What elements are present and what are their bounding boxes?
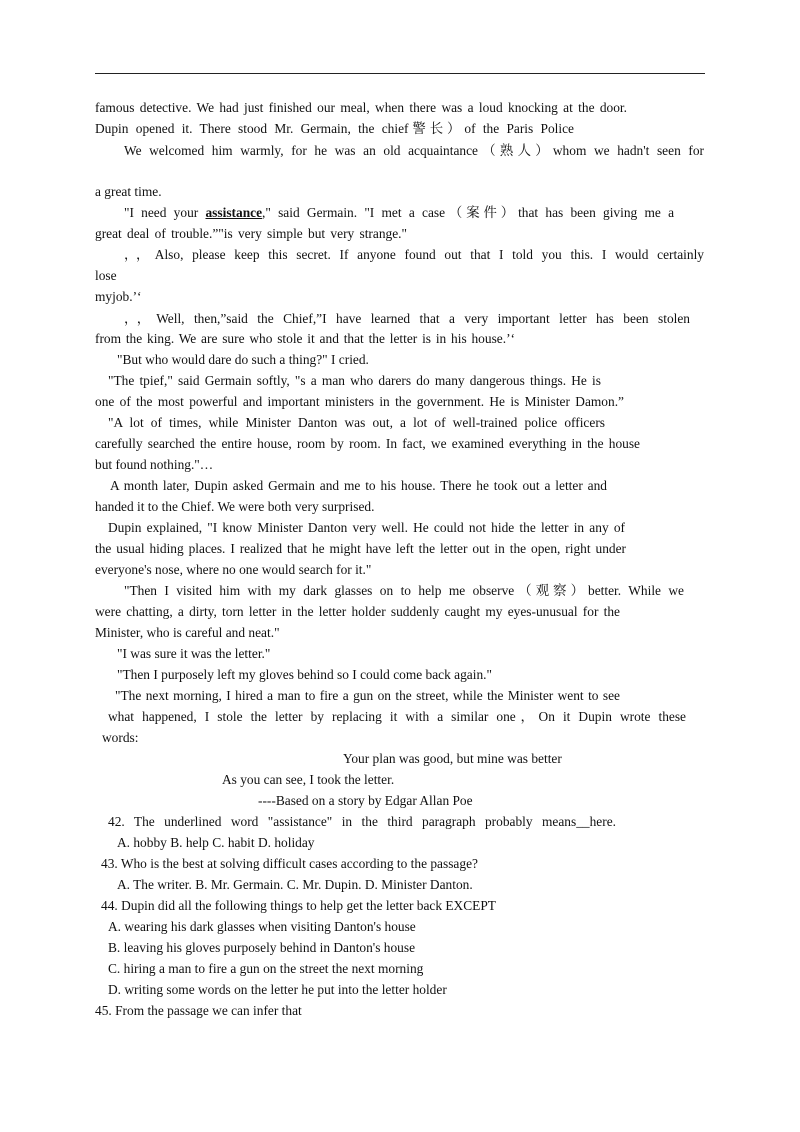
passage-line-17: but found nothing."… xyxy=(95,457,214,472)
passage-line-20: Dupin explained, "I know Minister Danton very well. He could not hide the letter in any of xyxy=(108,520,625,535)
question-44-option-d: D. writing some words on the letter he put into the letter holder xyxy=(108,982,447,997)
passage-line-10: ，，Well, then,”said the Chief,”I have learned that a very important letter has been stolen xyxy=(124,311,690,326)
passage-line-21: the usual hiding places. I realized that he might have left the letter out in the open, right under xyxy=(95,541,626,556)
passage-line-3: We welcomed him warmly, for he was an old acquaintance（熟人）whom we hadn't seen for xyxy=(124,143,704,158)
question-42-options: A. hobby B. help C. habit D. holiday xyxy=(117,835,315,850)
passage-line-25: Minister, who is careful and neat." xyxy=(95,625,280,640)
passage-line-15: "A lot of times, while Minister Danton was out, a lot of well-trained police officers xyxy=(108,415,605,430)
passage-line-5 xyxy=(124,204,674,221)
passage-line-8: lose xyxy=(95,268,117,283)
passage-line-19: handed it to the Chief. We were both very surprised. xyxy=(95,499,375,514)
passage-line-9: myjob.’‘ xyxy=(95,289,142,304)
quote-rest: ," said Germain. "I met a case（案件）that has been giving me a xyxy=(262,205,675,220)
question-44-option-c: C. hiring a man to fire a gun on the street the next morning xyxy=(108,961,424,976)
letter-note-line-1: Your plan was good, but mine was better xyxy=(343,751,562,766)
letter-note-line-2: As you can see, I took the letter. xyxy=(222,772,395,787)
passage-line-28: "The next morning, I hired a man to fire a gun on the street, while the Minister went to see xyxy=(115,688,620,703)
passage-line-14: one of the most powerful and important ministers in the government. He is Minister Damon.” xyxy=(95,394,624,409)
passage-line-2: Dupin opened it. There stood Mr. Germain, the chief警长）of the Paris Police xyxy=(95,121,574,136)
passage-line-24: were chatting, a dirty, torn letter in the letter holder suddenly caught my eyes-unusual for the xyxy=(95,604,620,619)
passage-line-23: "Then I visited him with my dark glasses on to help me observe（观察）better. While we xyxy=(124,583,684,598)
question-44-option-b: B. leaving his gloves purposely behind in Danton's house xyxy=(108,940,416,955)
passage-line-6: great deal of trouble.”"is very simple but very strange." xyxy=(95,226,407,241)
passage-line-27: "Then I purposely left my gloves behind so I could come back again." xyxy=(117,667,492,682)
passage-line-26: "I was sure it was the letter." xyxy=(117,646,271,661)
question-42: 42. The underlined word "assistance" in the third paragraph probably means__here. xyxy=(108,814,616,829)
question-43-options: A. The writer. B. Mr. Germain. C. Mr. Dupin. D. Minister Danton. xyxy=(117,877,473,892)
passage-line-16: carefully searched the entire house, room by room. In fact, we examined everything in the house xyxy=(95,436,640,451)
header-rule xyxy=(95,73,705,74)
question-44-option-a: A. wearing his dark glasses when visiting Danton's house xyxy=(108,919,416,934)
passage-line-7: ，，Also, please keep this secret. If anyone found out that I told you this. I would certainly xyxy=(124,247,704,262)
question-44: 44. Dupin did all the following things to help get the letter back EXCEPT xyxy=(101,898,496,913)
passage-line-4: a great time. xyxy=(95,184,162,199)
passage-line-11: from the king. We are sure who stole it and that the letter is in his house.’‘ xyxy=(95,331,515,346)
passage-line-30: words: xyxy=(102,730,139,745)
passage-line-29: what happened, I stole the letter by replacing it with a similar one，On it Dupin wrote these xyxy=(108,709,686,724)
question-45: 45. From the passage we can infer that xyxy=(95,1003,302,1018)
underlined-word: assistance xyxy=(205,205,263,220)
source-credit: ----Based on a story by Edgar Allan Poe xyxy=(258,793,473,808)
quote-open: "I need your xyxy=(124,205,206,220)
question-43: 43. Who is the best at solving difficult cases according to the passage? xyxy=(101,856,478,871)
passage-line-1: famous detective. We had just finished our meal, when there was a loud knocking at the door. xyxy=(95,100,627,115)
passage-line-12: "But who would dare do such a thing?" I cried. xyxy=(117,352,369,367)
passage-line-13: "The tpief," said Germain softly, "s a man who darers do many dangerous things. He is xyxy=(108,373,601,388)
passage-line-22: everyone's nose, where no one would search for it." xyxy=(95,562,372,577)
passage-line-18: A month later, Dupin asked Germain and me to his house. There he took out a letter and xyxy=(110,478,607,493)
